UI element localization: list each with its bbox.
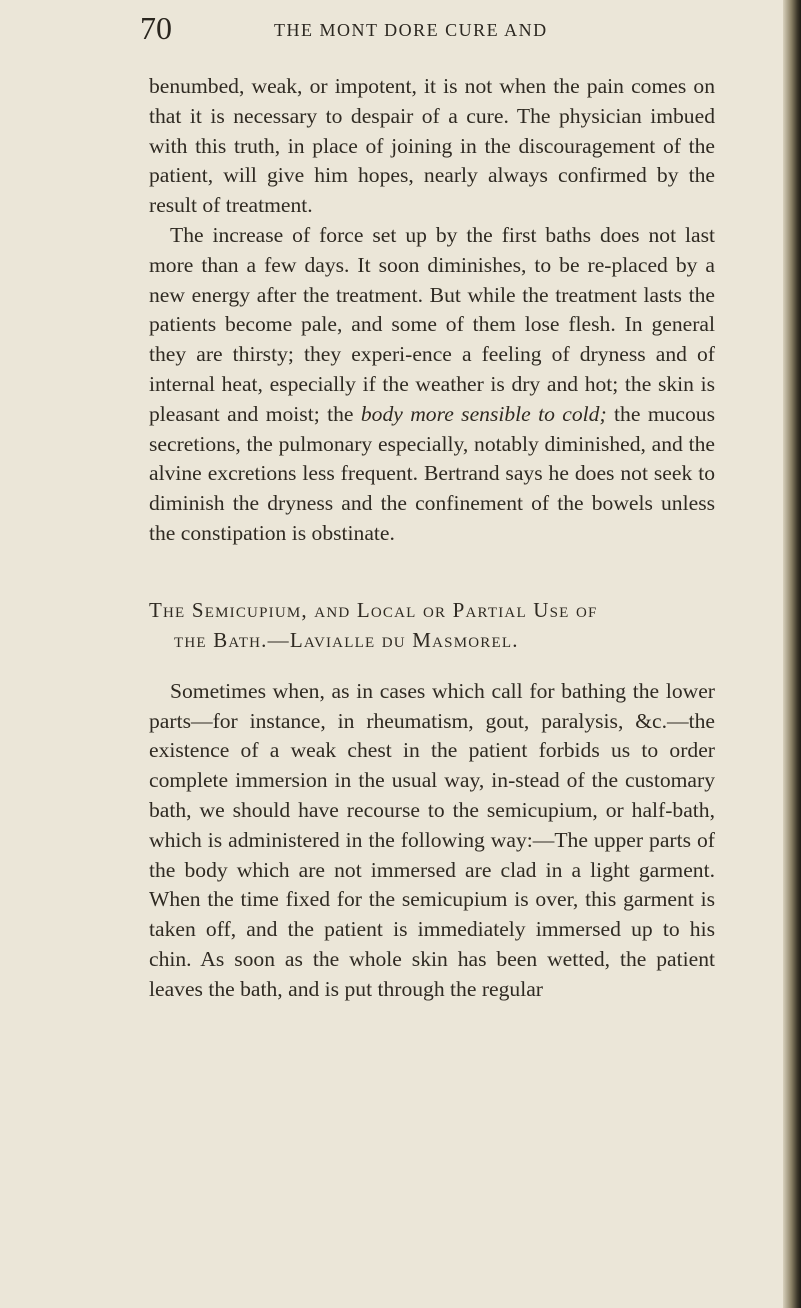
paragraph-2-text-start: The increase of force set up by the first baths does not last more than a few days. It soon diminishes, to be re-placed by a new energy after the treatment. But while the treatment lasts the patients become pale, and some of them lose flesh. In general they are thirsty; they experi-ence a feeling of dryness and of internal heat, especially if the weather is dry and hot; the skin is pleasant and moist; the (149, 222, 715, 426)
paragraph-2 (149, 221, 715, 549)
paragraph-2-text-end: the mucous secretions, the pulmonary especially, notably diminished, and the alvine excretions less frequent. Bertrand says he does not seek to diminish the dryness and the confinement of the bowels unless the constipation is obstinate. (149, 401, 715, 545)
paragraph-1: benumbed, weak, or impotent, it is not when the pain comes on that it is necessary to despair of a cure. The physician imbued with this truth, in place of joining in the discouragement of the patient, will give him hopes, nearly always confirmed by the result of treatment. (149, 74, 715, 218)
page-edge-shadow (783, 0, 801, 1308)
section-heading-line-1: The Semicupium, and Local or Partial Use of (149, 597, 598, 622)
section-heading (149, 595, 715, 655)
paragraph-3: Sometimes when, as in cases which call for bathing the lower parts—for instance, in rheumatism, gout, paralysis, &c.—the existence of a weak chest in the patient forbids us to order complete immersion in the usual way, in-stead of the customary bath, we should have recourse to the semicupium, or half-bath, which is administered in the following way:—The upper parts of the body which are not immersed are clad in a light garment. When the time fixed for the semicupium is over, this garment is taken off, and the patient is immediately immersed up to his chin. As soon as the whole skin has been wetted, the patient leaves the bath, and is put through the regular (149, 678, 715, 1001)
paragraph-2-italic-phrase: body more sensible to cold; (360, 401, 607, 426)
running-head: THE MONT DORE CURE AND (274, 20, 548, 40)
section-heading-line-2: the Bath.—Lavialle du Masmorel. (174, 627, 519, 652)
page-header (140, 8, 780, 48)
body-text (149, 72, 715, 1005)
page-number: 70 (140, 10, 172, 46)
